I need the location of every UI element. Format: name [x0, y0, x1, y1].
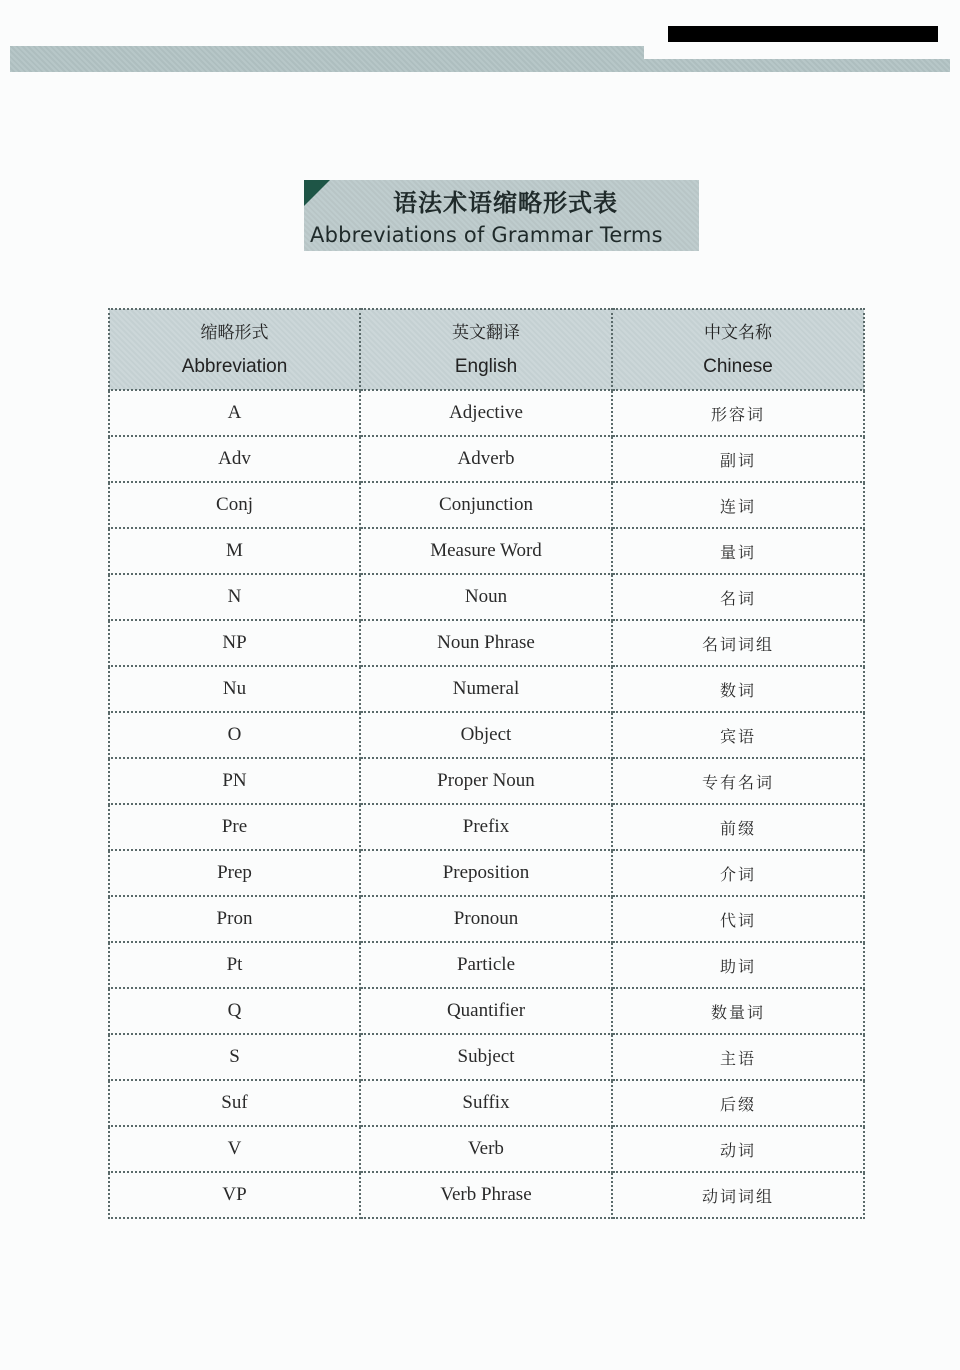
cell-chinese: 动词 [612, 1126, 864, 1172]
cell-chinese: 副词 [612, 436, 864, 482]
title-box [304, 180, 699, 251]
cell-abbreviation: Q [109, 988, 360, 1034]
cell-abbreviation: Adv [109, 436, 360, 482]
cell-english: Preposition [360, 850, 612, 896]
abbreviations-table [108, 308, 865, 1219]
cell-abbreviation: O [109, 712, 360, 758]
cell-chinese: 动词词组 [612, 1172, 864, 1218]
cell-abbreviation: N [109, 574, 360, 620]
cell-english: Adverb [360, 436, 612, 482]
cell-chinese: 数量词 [612, 988, 864, 1034]
table-row [109, 574, 864, 620]
redaction-bar [668, 26, 938, 42]
cell-english: Proper Noun [360, 758, 612, 804]
header-label-cn: 缩略形式 [200, 322, 269, 343]
cell-abbreviation: Pron [109, 896, 360, 942]
cell-chinese: 后缀 [612, 1080, 864, 1126]
cell-chinese: 前缀 [612, 804, 864, 850]
cell-chinese: 代词 [612, 896, 864, 942]
cell-english: Quantifier [360, 988, 612, 1034]
cell-english: Verb Phrase [360, 1172, 612, 1218]
header-row [109, 309, 864, 390]
header-label-cn: 英文翻译 [452, 322, 520, 343]
cell-chinese: 专有名词 [612, 758, 864, 804]
header-english [360, 309, 612, 390]
header-chinese [612, 309, 864, 390]
header-abbreviation [109, 309, 360, 390]
table-row [109, 988, 864, 1034]
cell-chinese: 介词 [612, 850, 864, 896]
table-row [109, 1080, 864, 1126]
cell-english: Noun Phrase [360, 620, 612, 666]
cell-abbreviation: A [109, 390, 360, 436]
header-label-en: Abbreviation [181, 355, 288, 377]
header-label-en: Chinese [703, 355, 773, 377]
cell-english: Adjective [360, 390, 612, 436]
table-body [109, 390, 864, 1218]
table-row [109, 942, 864, 988]
cell-abbreviation: V [109, 1126, 360, 1172]
cell-chinese: 数词 [612, 666, 864, 712]
table-row [109, 436, 864, 482]
cell-chinese: 宾语 [612, 712, 864, 758]
table-row [109, 620, 864, 666]
table-row [109, 804, 864, 850]
cell-english: Subject [360, 1034, 612, 1080]
table-row [109, 758, 864, 804]
cell-abbreviation: S [109, 1034, 360, 1080]
cell-chinese: 连词 [612, 482, 864, 528]
table-row [109, 528, 864, 574]
cell-english: Noun [360, 574, 612, 620]
cell-english: Prefix [360, 804, 612, 850]
table-row [109, 712, 864, 758]
cell-chinese: 助词 [612, 942, 864, 988]
cell-abbreviation: Conj [109, 482, 360, 528]
table-row [109, 390, 864, 436]
cell-abbreviation: NP [109, 620, 360, 666]
cell-abbreviation: Nu [109, 666, 360, 712]
table-row [109, 1034, 864, 1080]
cell-abbreviation: VP [109, 1172, 360, 1218]
cell-english: Suffix [360, 1080, 612, 1126]
cell-english: Object [360, 712, 612, 758]
page-title-chinese: 语法术语缩略形式表 [393, 189, 618, 217]
table-row [109, 482, 864, 528]
cell-chinese: 名词 [612, 574, 864, 620]
cell-chinese: 量词 [612, 528, 864, 574]
header-label-cn: 中文名称 [704, 322, 772, 343]
cell-abbreviation: M [109, 528, 360, 574]
page-title-english: Abbreviations of Grammar Terms [310, 223, 663, 247]
cell-chinese: 形容词 [612, 390, 864, 436]
cell-english: Numeral [360, 666, 612, 712]
table-row [109, 1126, 864, 1172]
cell-abbreviation: Suf [109, 1080, 360, 1126]
table-header [109, 309, 864, 390]
cell-abbreviation: Pt [109, 942, 360, 988]
cell-english: Conjunction [360, 482, 612, 528]
table-row [109, 896, 864, 942]
cell-abbreviation: Prep [109, 850, 360, 896]
cell-english: Pronoun [360, 896, 612, 942]
table-row [109, 666, 864, 712]
header-label-en: English [454, 355, 518, 377]
table-row [109, 850, 864, 896]
cell-english: Measure Word [360, 528, 612, 574]
cell-english: Verb [360, 1126, 612, 1172]
cell-chinese: 主语 [612, 1034, 864, 1080]
cell-chinese: 名词词组 [612, 620, 864, 666]
cell-english: Particle [360, 942, 612, 988]
cell-abbreviation: PN [109, 758, 360, 804]
table-row [109, 1172, 864, 1218]
cell-abbreviation: Pre [109, 804, 360, 850]
